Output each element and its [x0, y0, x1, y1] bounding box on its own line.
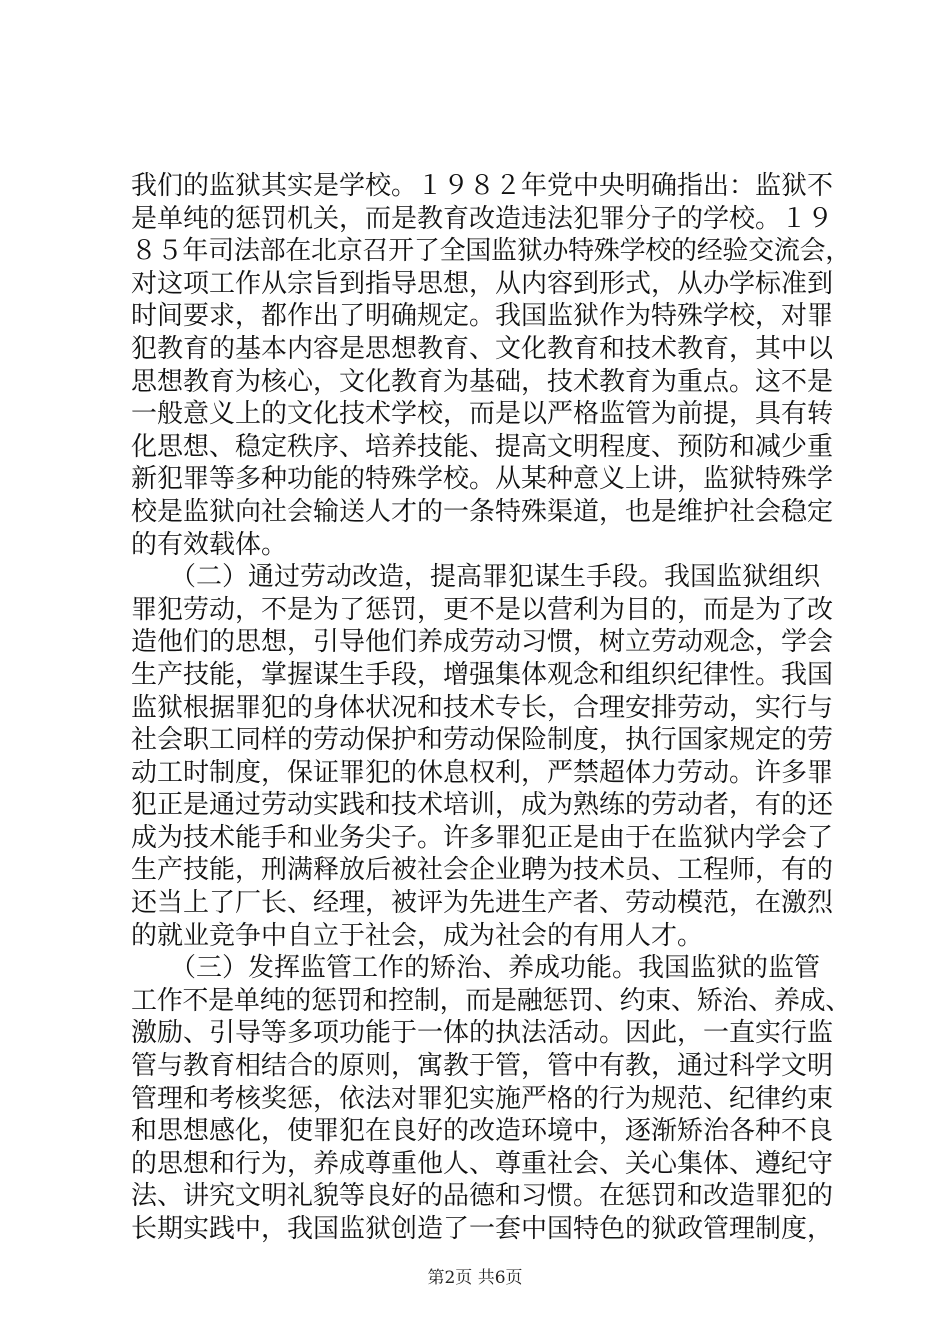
text-line: 成为技术能手和业务尖子。许多罪犯正是由于在监狱内学会了 [131, 822, 834, 853]
page-footer: 第2页 共6页 [427, 1268, 523, 1288]
text-line: 的思想和行为，养成尊重他人、尊重社会、关心集体、遵纪守 [131, 1148, 834, 1179]
text-line: 长期实践中，我国监狱创造了一套中国特色的狱政管理制度， [131, 1214, 834, 1244]
body-text [131, 170, 851, 1246]
text-line: 生产技能，刑满释放后被社会企业聘为技术员、工程师，有的 [131, 855, 834, 886]
text-line: 一般意义上的文化技术学校，而是以严格监管为前提，具有转 [131, 399, 834, 430]
text-line: 是单纯的惩罚机关，而是教育改造违法犯罪分子的学校。１９ [131, 203, 834, 234]
text-line: 和思想感化，使罪犯在良好的改造环境中，逐渐矫治各种不良 [131, 1116, 834, 1147]
text-line: （三）发挥监管工作的矫治、养成功能。我国监狱的监管 [131, 953, 821, 984]
text-line: 新犯罪等多种功能的特殊学校。从某种意义上讲，监狱特殊学 [131, 464, 834, 495]
text-line: 法、讲究文明礼貌等良好的品德和习惯。在惩罚和改造罪犯的 [131, 1181, 834, 1212]
text-line: 的有效载体。 [131, 529, 288, 560]
text-line: 对这项工作从宗旨到指导思想，从内容到形式，从办学标准到 [131, 268, 834, 299]
text-line: 校是监狱向社会输送人才的一条特殊渠道，也是维护社会稳定 [131, 496, 834, 527]
text-line: 犯教育的基本内容是思想教育、文化教育和技术教育，其中以 [131, 333, 834, 364]
text-line: 生产技能，掌握谋生手段，增强集体观念和组织纪律性。我国 [131, 659, 834, 690]
text-line: 管理和考核奖惩，依法对罪犯实施严格的行为规范、纪律约束 [131, 1083, 834, 1114]
text-line: 管与教育相结合的原则，寓教于管，管中有教，通过科学文明 [131, 1051, 834, 1082]
text-line: 工作不是单纯的惩罚和控制，而是融惩罚、约束、矫治、养成、 [131, 985, 852, 1016]
text-line: 思想教育为核心，文化教育为基础，技术教育为重点。这不是 [131, 366, 834, 397]
text-line: 监狱根据罪犯的身体状况和技术专长，合理安排劳动，实行与 [131, 692, 834, 723]
text-line: 的就业竞争中自立于社会，成为社会的有用人才。 [131, 920, 704, 951]
text-line: 罪犯劳动，不是为了惩罚，更不是以营利为目的，而是为了改 [131, 594, 834, 625]
text-line: 犯正是通过劳动实践和技术培训，成为熟练的劳动者，有的还 [131, 790, 834, 821]
text-line: （二）通过劳动改造，提高罪犯谋生手段。我国监狱组织 [131, 562, 821, 593]
text-line: 还当上了厂长、经理，被评为先进生产者、劳动模范，在激烈 [131, 888, 834, 919]
text-line: 社会职工同样的劳动保护和劳动保险制度，执行国家规定的劳 [131, 725, 834, 756]
text-line: 时间要求，都作出了明确规定。我国监狱作为特殊学校，对罪 [131, 301, 834, 332]
text-line: 激励、引导等多项功能于一体的执法活动。因此，一直实行监 [131, 1018, 834, 1049]
text-line: 化思想、稳定秩序、培养技能、提高文明程度、预防和减少重 [131, 431, 834, 462]
text-line: 动工时制度，保证罪犯的休息权利，严禁超体力劳动。许多罪 [131, 757, 834, 788]
text-line: 我们的监狱其实是学校。１９８２年党中央明确指出：监狱不 [131, 171, 834, 201]
text-line: 造他们的思想，引导他们养成劳动习惯，树立劳动观念，学会 [131, 627, 834, 658]
text-line: ８５年司法部在北京召开了全国监狱办特殊学校的经验交流会， [131, 236, 852, 267]
